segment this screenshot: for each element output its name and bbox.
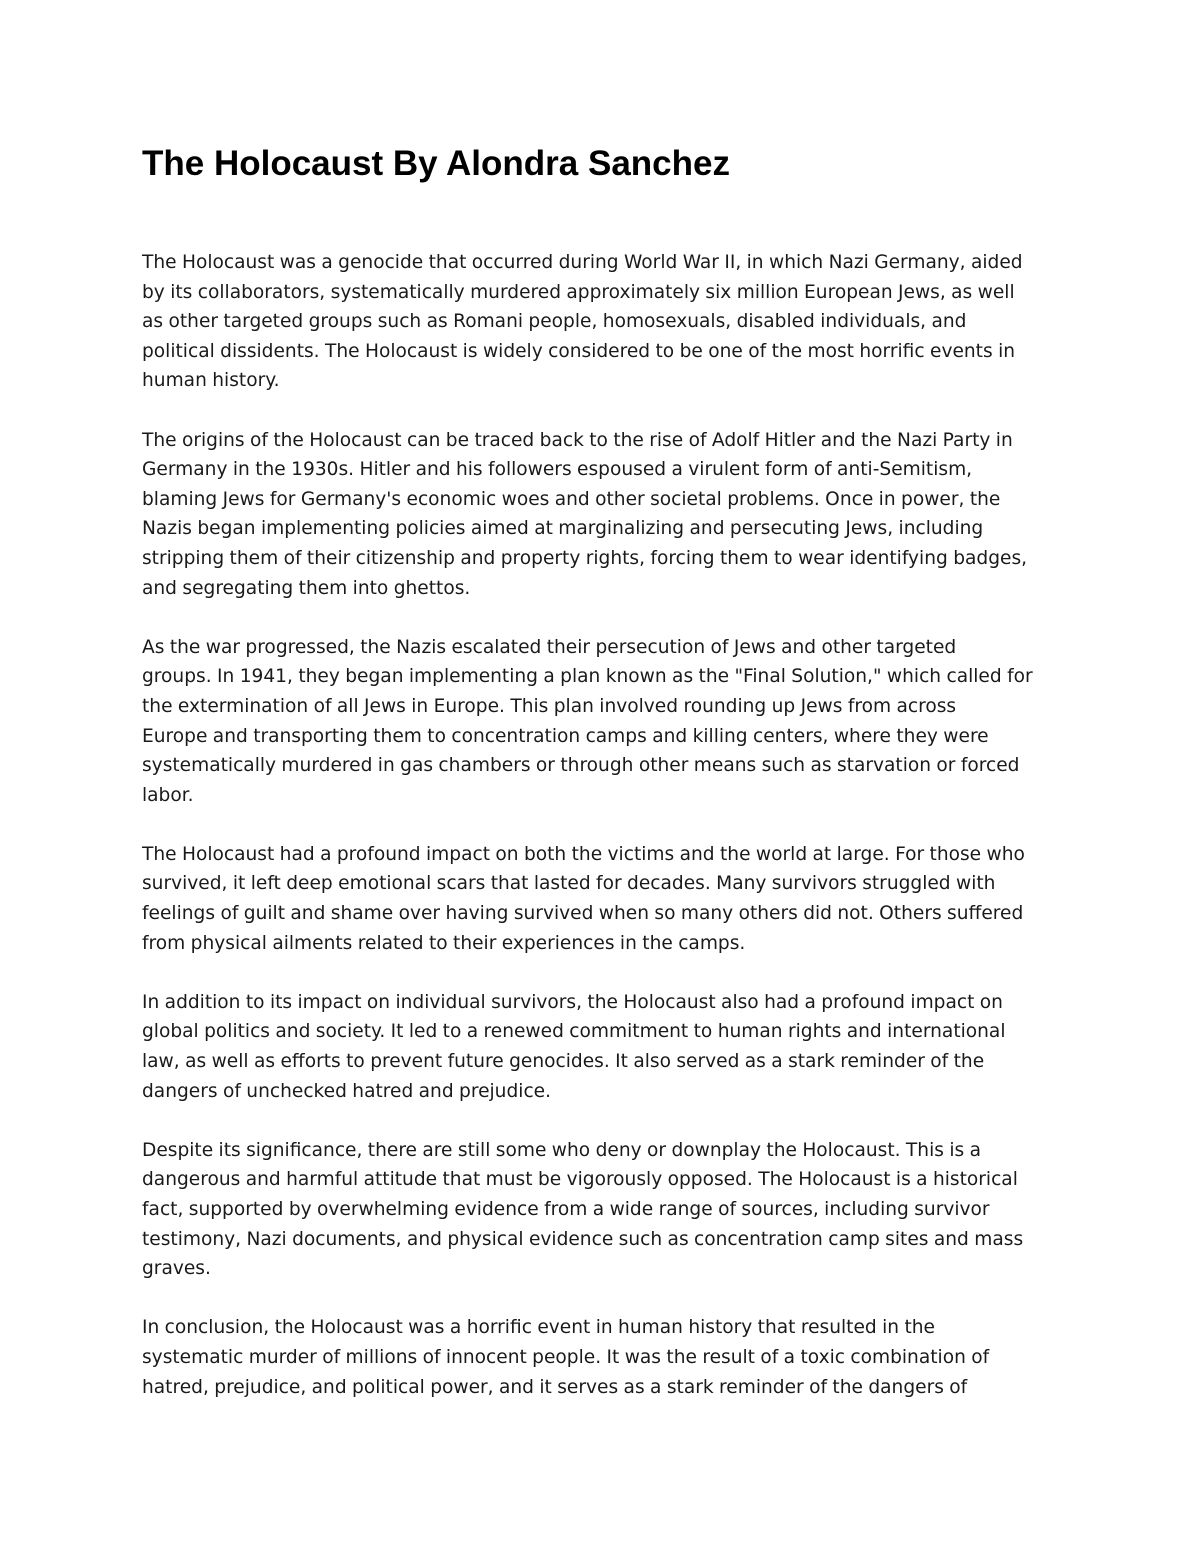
paragraph-6 [142, 1136, 1062, 1284]
text-line: from physical ailments related to their experiences in the camps. [142, 932, 746, 954]
paragraph-1 [142, 248, 1062, 396]
paragraph-3 [142, 633, 1062, 811]
text-line: survived, it left deep emotional scars that lasted for decades. Many survivors struggled with [142, 873, 996, 895]
text-line: In addition to its impact on individual survivors, the Holocaust also had a profound impact on [142, 991, 1003, 1013]
text-line: political dissidents. The Holocaust is widely considered to be one of the most horrific events in [142, 340, 1016, 362]
text-line: The Holocaust was a genocide that occurred during World War II, in which Nazi Germany, aided [142, 252, 1023, 273]
text-line: the extermination of all Jews in Europe. This plan involved rounding up Jews from across [142, 695, 957, 717]
text-line: stripping them of their citizenship and property rights, forcing them to wear identifying badges, [142, 547, 1028, 569]
text-line: In conclusion, the Holocaust was a horrific event in human history that resulted in the [142, 1317, 935, 1339]
text-line: Germany in the 1930s. Hitler and his followers espoused a virulent form of anti-Semitism, [142, 459, 973, 481]
document-body [142, 248, 1062, 1432]
text-line: by its collaborators, systematically murdered approximately six million European Jews, as well [142, 281, 1015, 303]
text-line: Despite its significance, there are still some who deny or downplay the Holocaust. This is a [142, 1139, 981, 1161]
document-title: The Holocaust By Alondra Sanchez [142, 144, 730, 183]
text-line: graves. [142, 1258, 211, 1280]
text-line: fact, supported by overwhelming evidence from a wide range of sources, including survivor [142, 1199, 990, 1220]
paragraph-2 [142, 426, 1062, 604]
paragraph-5 [142, 988, 1062, 1106]
text-line: labor. [142, 784, 194, 806]
text-line: systematic murder of millions of innocent people. It was the result of a toxic combination of [142, 1346, 990, 1368]
text-line: human history. [142, 370, 280, 392]
text-line: testimony, Nazi documents, and physical evidence such as concentration camp sites and mass [142, 1228, 1024, 1250]
text-line: As the war progressed, the Nazis escalated their persecution of Jews and other targeted [142, 636, 957, 658]
paragraph-4 [142, 840, 1062, 958]
text-line: and segregating them into ghettos. [142, 577, 471, 599]
text-line: global politics and society. It led to a renewed commitment to human rights and international [142, 1021, 1006, 1043]
text-line: dangers of unchecked hatred and prejudice. [142, 1080, 552, 1102]
text-line: hatred, prejudice, and political power, and it serves as a stark reminder of the dangers of [142, 1376, 968, 1398]
text-line: Nazis began implementing policies aimed at marginalizing and persecuting Jews, including [142, 518, 984, 540]
text-line: dangerous and harmful attitude that must be vigorously opposed. The Holocaust is a historical [142, 1169, 1018, 1191]
text-line: law, as well as efforts to prevent future genocides. It also served as a stark reminder of the [142, 1051, 985, 1073]
text-line: Europe and transporting them to concentration camps and killing centers, where they were [142, 725, 989, 747]
text-line: blaming Jews for Germany's economic woes and other societal problems. Once in power, the [142, 488, 1001, 510]
text-line: as other targeted groups such as Romani people, homosexuals, disabled individuals, and [142, 311, 967, 333]
paragraph-7 [142, 1313, 1062, 1402]
text-line: The Holocaust had a profound impact on both the victims and the world at large. For those who [142, 843, 1025, 865]
text-line: feelings of guilt and shame over having survived when so many others did not. Others suffered [142, 903, 1024, 925]
text-line: systematically murdered in gas chambers or through other means such as starvation or forced [142, 755, 1020, 777]
text-line: groups. In 1941, they began implementing a plan known as the "Final Solution," which called for [142, 666, 1033, 688]
text-line: The origins of the Holocaust can be traced back to the rise of Adolf Hitler and the Nazi Party in [142, 429, 1013, 451]
